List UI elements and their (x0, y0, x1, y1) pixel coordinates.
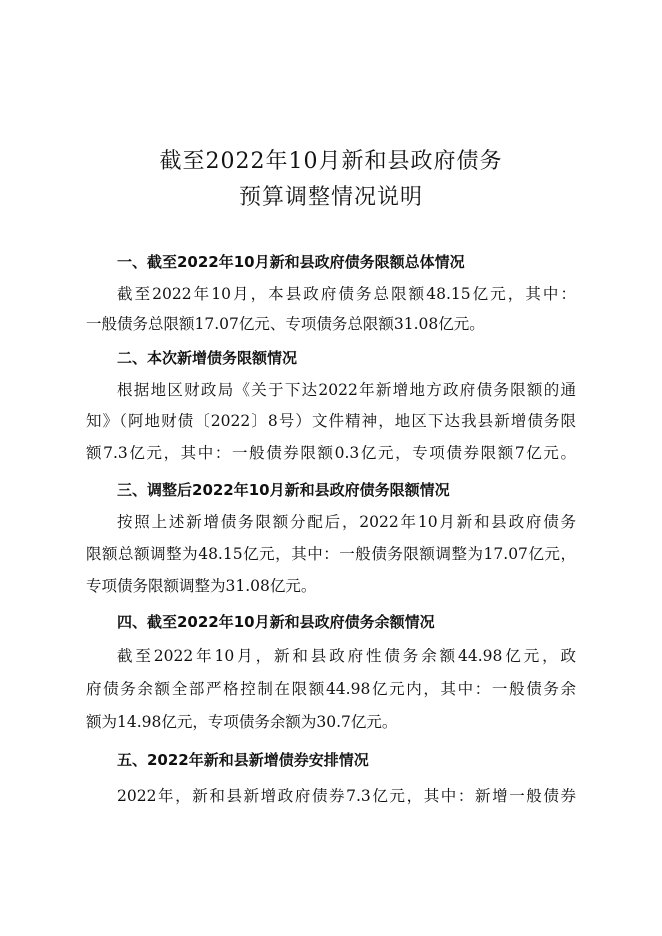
section-4-heading: 四、截至2022年10月新和县政府债务余额情况 (117, 613, 435, 631)
section-4-line-2: 府债务余额全部严格控制在限额44.98亿元内，其中：一般债务余 (86, 680, 576, 698)
section-3-line-1: 按照上述新增债务限额分配后，2022年10月新和县政府债务 (117, 513, 576, 531)
section-5-line-1: 2022年，新和县新增政府债券7.3亿元，其中：新增一般债券 (117, 787, 576, 805)
section-5-heading: 五、2022年新和县新增债券安排情况 (117, 751, 369, 769)
section-1-line-1: 截至2022年10月，本县政府债务总限额48.15亿元，其中： (117, 285, 576, 303)
document-title-line-1: 截至2022年10月新和县政府债务 (159, 149, 503, 174)
section-3-line-3: 专项债务限额调整为31.08亿元。 (86, 577, 317, 595)
section-2-line-2: 知》（阿地财债〔2022〕8号）文件精神，地区下达我县新增债务限 (86, 412, 576, 430)
section-1-line-2: 一般债务总限额17.07亿元、专项债务总限额31.08亿元。 (86, 315, 485, 333)
section-2-line-3: 额7.3亿元，其中：一般债券限额0.3亿元，专项债券限额7亿元。 (86, 444, 576, 462)
section-2-heading: 二、本次新增债务限额情况 (117, 349, 298, 367)
section-3-heading: 三、调整后2022年10月新和县政府债务限额情况 (117, 481, 450, 499)
section-2-line-1: 根据地区财政局《关于下达2022年新增地方政府债务限额的通 (117, 381, 576, 399)
section-4-line-1: 截至2022年10月，新和县政府性债务余额44.98亿元，政 (117, 647, 576, 665)
section-4-line-3: 额为14.98亿元，专项债务余额为30.7亿元。 (86, 713, 398, 731)
section-3-line-2: 限额总额调整为48.15亿元，其中：一般债务限额调整为17.07亿元， (86, 545, 576, 563)
section-1-heading: 一、截至2022年10月新和县政府债务限额总体情况 (117, 253, 465, 271)
document-title-line-2: 预算调整情况说明 (238, 185, 423, 210)
